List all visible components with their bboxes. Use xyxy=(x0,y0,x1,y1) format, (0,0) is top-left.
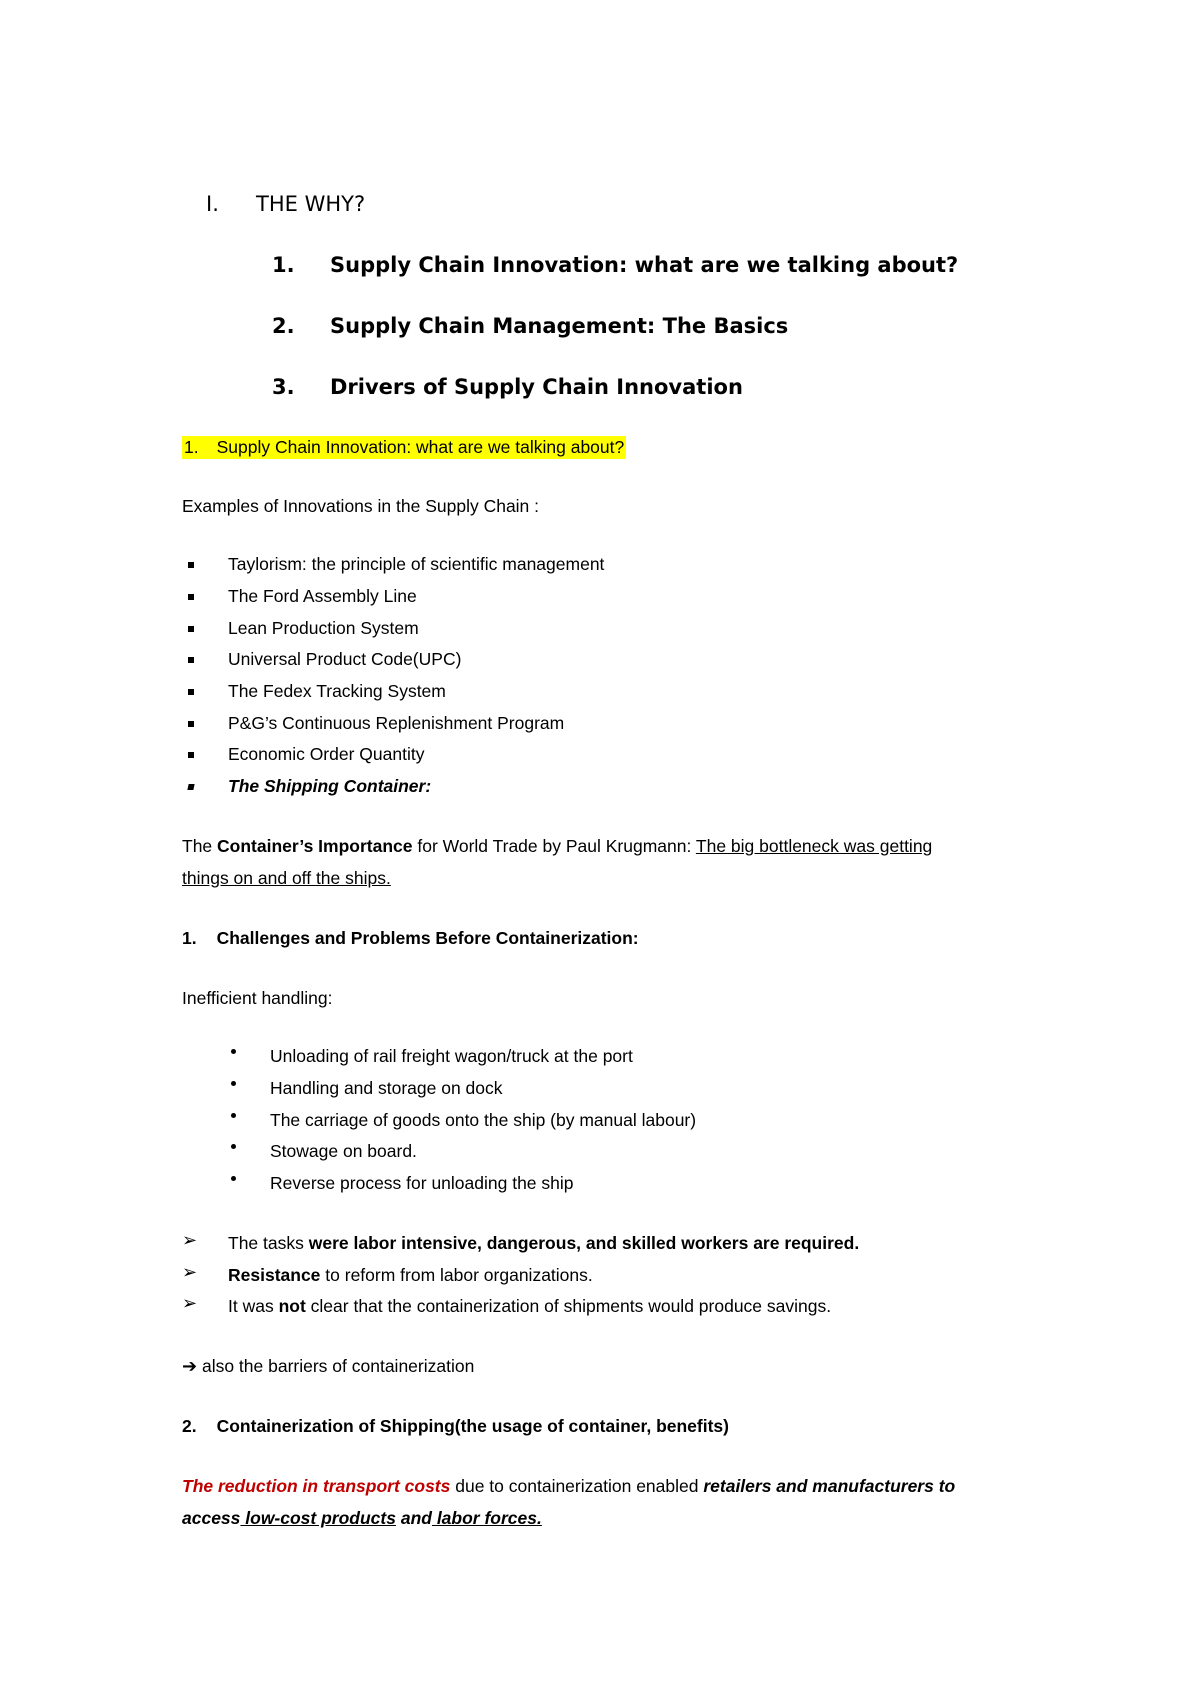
list-item: Stowage on board. xyxy=(270,1141,417,1161)
arrowhead-bullet-icon: ➢ xyxy=(182,1262,198,1283)
square-bullet-icon xyxy=(188,721,194,727)
reduction-paragraph-line2 xyxy=(182,1508,542,1529)
outline-roman-numeral: I. xyxy=(206,192,219,216)
text-run: clear that the containerization of shipments would produce savings. xyxy=(305,1296,832,1316)
list-item: The Fedex Tracking System xyxy=(228,681,446,701)
list-item: Lean Production System xyxy=(228,618,419,638)
text-run: It was xyxy=(228,1296,279,1316)
text-run: and xyxy=(395,1508,432,1528)
quote-underlined: The big bottleneck was getting xyxy=(695,836,933,856)
krugman-paragraph-line1 xyxy=(182,836,932,857)
arrowhead-bullet-icon: ➢ xyxy=(182,1230,198,1251)
section-title: Challenges and Problems Before Containerization: xyxy=(216,928,639,948)
list-item: Handling and storage on dock xyxy=(270,1078,503,1098)
barrier-note xyxy=(182,1356,474,1377)
text-run: The tasks xyxy=(228,1233,309,1253)
section-title: Containerization of Shipping(the usage of container, benefits) xyxy=(216,1416,729,1436)
section-heading-highlighted xyxy=(182,436,626,459)
challenges-heading xyxy=(182,928,639,949)
point-labor-intensive xyxy=(228,1233,859,1254)
text-run-underlined: low-cost products xyxy=(240,1508,396,1528)
outline-roman-title: THE WHY? xyxy=(256,192,366,216)
list-item: The Ford Assembly Line xyxy=(228,586,417,606)
list-item: Economic Order Quantity xyxy=(228,744,425,764)
right-arrow-icon: ➔ xyxy=(182,1356,198,1377)
list-item: Reverse process for unloading the ship xyxy=(270,1173,574,1193)
examples-intro: Examples of Innovations in the Supply Chain : xyxy=(182,496,540,516)
text-run-red-emphasis: The reduction in transport costs xyxy=(182,1476,451,1496)
list-item-emphasized: The Shipping Container: xyxy=(228,776,432,796)
round-bullet-icon xyxy=(231,1176,236,1181)
text-run-bold: Container’s Importance xyxy=(217,836,413,856)
text-run: also the barriers of containerization xyxy=(197,1356,475,1376)
outline-item-num: 1. xyxy=(272,253,295,277)
round-bullet-icon xyxy=(231,1081,236,1086)
round-bullet-icon xyxy=(231,1113,236,1118)
text-run-bold-italic: retailers and manufacturers to xyxy=(703,1476,956,1496)
list-item: Taylorism: the principle of scientific management xyxy=(228,554,605,574)
square-bullet-icon xyxy=(188,752,194,758)
square-bullet-icon xyxy=(188,689,194,695)
square-bullet-icon xyxy=(188,657,194,663)
outline-item-text: Supply Chain Management: The Basics xyxy=(330,314,789,338)
square-bullet-icon xyxy=(188,594,194,600)
list-item: P&G’s Continuous Replenishment Program xyxy=(228,713,565,733)
inefficient-handling-intro: Inefficient handling: xyxy=(182,988,333,1008)
list-item: The carriage of goods onto the ship (by manual labour) xyxy=(270,1110,697,1130)
text-run-underlined: labor forces. xyxy=(431,1508,542,1528)
section-title: Supply Chain Innovation: what are we talking about? xyxy=(216,437,625,457)
outline-item-num: 3. xyxy=(272,375,295,399)
round-bullet-icon xyxy=(231,1144,236,1149)
text-run: The xyxy=(182,836,218,856)
text-run-bold: not xyxy=(278,1296,306,1316)
round-bullet-icon xyxy=(231,1049,236,1054)
square-bullet-icon xyxy=(187,784,194,790)
text-run: due to containerization enabled xyxy=(450,1476,704,1496)
list-item: Unloading of rail freight wagon/truck at the port xyxy=(270,1046,633,1066)
list-item: Universal Product Code(UPC) xyxy=(228,649,462,669)
text-run: access xyxy=(182,1508,241,1528)
section-number: 1. xyxy=(182,928,197,948)
containerization-heading xyxy=(182,1416,729,1437)
section-number: 2. xyxy=(182,1416,197,1436)
point-savings-unclear xyxy=(228,1296,831,1317)
reduction-paragraph-line1 xyxy=(182,1476,955,1497)
outline-item-text: Supply Chain Innovation: what are we talking about? xyxy=(330,253,959,277)
text-run: for World Trade by Paul Krugmann: xyxy=(412,836,696,856)
section-number: 1. xyxy=(184,437,199,457)
outline-item-num: 2. xyxy=(272,314,295,338)
arrowhead-bullet-icon: ➢ xyxy=(182,1293,198,1314)
point-resistance xyxy=(228,1265,593,1286)
text-run-bold: were labor intensive, dangerous, and skilled workers are required. xyxy=(308,1233,860,1253)
text-run-bold: Resistance xyxy=(228,1265,321,1285)
square-bullet-icon xyxy=(188,562,194,568)
krugman-paragraph-line2: things on and off the ships. xyxy=(182,868,391,888)
text-run: to reform from labor organizations. xyxy=(320,1265,593,1285)
outline-item-text: Drivers of Supply Chain Innovation xyxy=(330,375,743,399)
square-bullet-icon xyxy=(188,626,194,632)
